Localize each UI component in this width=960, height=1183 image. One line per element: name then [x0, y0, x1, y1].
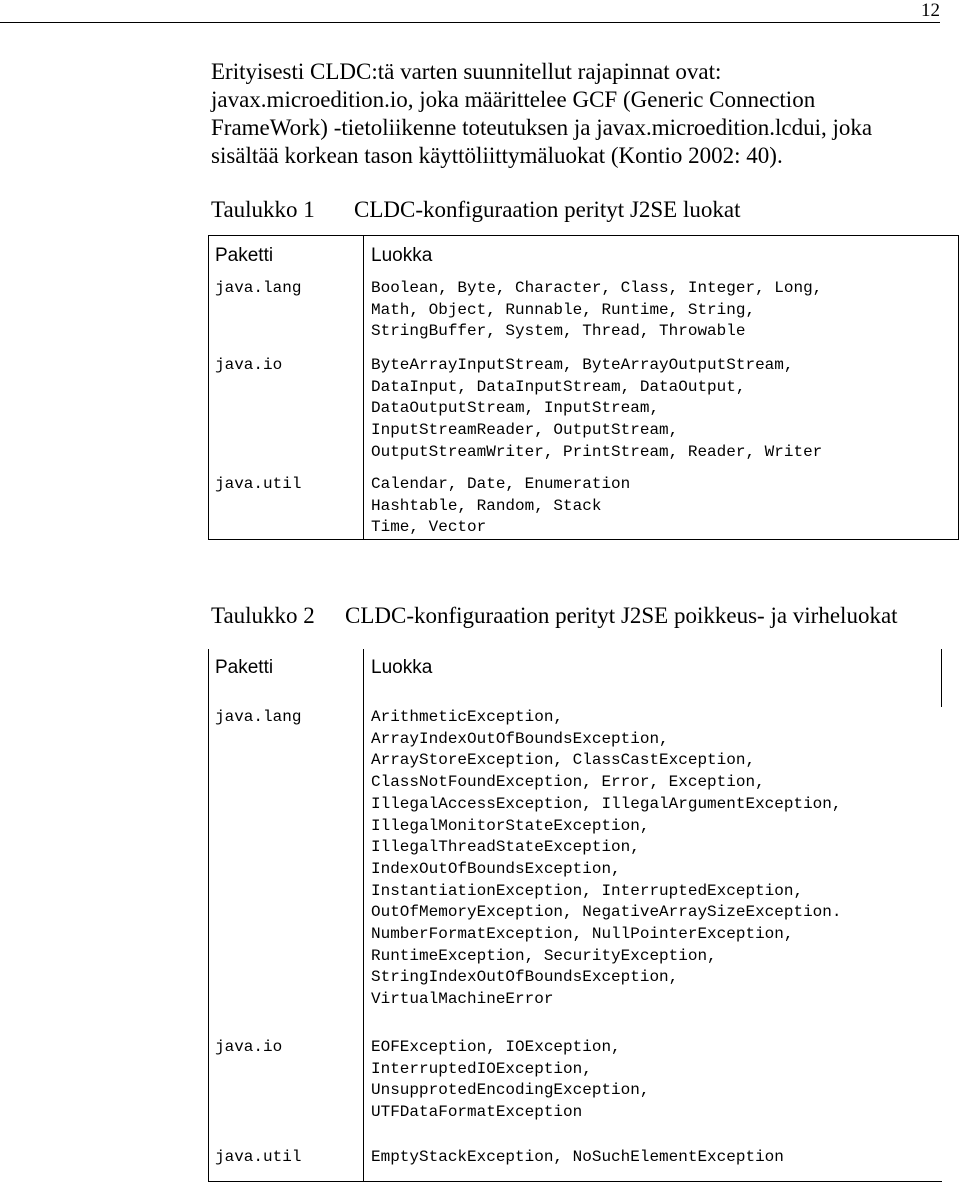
table-2-caption-number: Taulukko 2 — [211, 603, 315, 628]
class-line: ClassNotFoundException, Error, Exception, — [371, 773, 765, 792]
table-1-caption-title: CLDC-konfiguraation perityt J2SE luokat — [354, 197, 741, 222]
header-package: Paketti — [215, 245, 274, 266]
class-line: IllegalMonitorStateException, — [371, 816, 650, 835]
package-cell: java.util — [215, 1148, 302, 1166]
class-list-cell — [364, 278, 959, 355]
table-row — [209, 355, 959, 474]
class-list-cell — [364, 1147, 942, 1182]
class-list-cell — [364, 355, 959, 474]
class-line: EOFException, IOException, — [371, 1038, 621, 1056]
class-line: Calendar, Date, Enumeration — [371, 475, 631, 493]
intro-line: FrameWork) -tietoliikenne toteutuksen ja javax.microedition.lcdui, joka — [211, 115, 873, 140]
class-line: Boolean, Byte, Character, Class, Integer, Long, — [371, 279, 823, 297]
class-line: InstantiationException, InterruptedException, — [371, 881, 804, 900]
class-line: UTFDataFormatException — [371, 1103, 583, 1122]
package-cell: java.io — [215, 1038, 283, 1056]
class-list-cell — [364, 474, 959, 540]
table-row — [209, 1037, 942, 1147]
class-line: DataInput, DataInputStream, DataOutput, — [371, 377, 746, 396]
table-2-caption-title: CLDC-konfiguraation perityt J2SE poikkeus- ja virheluokat — [345, 603, 898, 628]
package-cell: java.lang — [215, 708, 302, 726]
class-line: Math, Object, Runnable, Runtime, String, — [371, 300, 756, 319]
header-package: Paketti — [215, 657, 274, 678]
table-1 — [208, 235, 959, 540]
class-line: StringIndexOutOfBoundsException, — [371, 968, 679, 987]
intro-paragraph — [211, 58, 872, 170]
class-line: IllegalThreadStateException, — [371, 838, 640, 857]
class-line: UnsupprotedEncodingException, — [371, 1081, 650, 1100]
header-classes: Luokka — [364, 649, 942, 707]
table-1-caption-number: Taulukko 1 — [211, 197, 315, 222]
table-row — [209, 1147, 942, 1182]
class-line: DataOutputStream, InputStream, — [371, 399, 660, 418]
table-2 — [208, 649, 942, 1182]
class-line: OutOfMemoryException, NegativeArraySizeException. — [371, 903, 842, 922]
header-classes: Luokka — [364, 236, 959, 279]
header-rule — [0, 22, 940, 23]
package-cell: java.util — [215, 475, 302, 493]
table-header-row — [209, 236, 959, 279]
intro-line: Erityisesti CLDC:tä varten suunnitellut rajapinnat ovat: — [211, 59, 722, 84]
package-cell: java.io — [215, 356, 283, 374]
class-line: ArrayStoreException, ClassCastException, — [371, 751, 756, 770]
class-line: RuntimeException, SecurityException, — [371, 946, 717, 965]
table-header-row — [209, 649, 942, 707]
class-line: InterruptedIOException, — [371, 1059, 592, 1078]
class-list-cell — [364, 707, 942, 1037]
class-line: NumberFormatException, NullPointerException, — [371, 925, 794, 944]
class-line: ArrayIndexOutOfBoundsException, — [371, 729, 669, 748]
intro-line: javax.microedition.io, joka määrittelee GCF (Generic Connection — [211, 87, 816, 112]
intro-line: sisältää korkean tason käyttöliittymäluokat (Kontio 2002: 40). — [211, 143, 783, 168]
table-row — [209, 278, 959, 355]
class-line: EmptyStackException, NoSuchElementException — [371, 1148, 784, 1166]
class-line: Hashtable, Random, Stack — [371, 496, 602, 515]
table-row — [209, 707, 942, 1037]
page-number: 12 — [921, 0, 940, 21]
table-row — [209, 474, 959, 540]
class-line: Time, Vector — [371, 518, 487, 537]
class-list-cell — [364, 1037, 942, 1147]
class-line: IllegalAccessException, IllegalArgumentException, — [371, 794, 842, 813]
class-line: ByteArrayInputStream, ByteArrayOutputStream, — [371, 356, 794, 374]
class-line: ArithmeticException, — [371, 708, 564, 726]
class-line: OutputStreamWriter, PrintStream, Reader, Writer — [371, 442, 823, 461]
class-line: IndexOutOfBoundsException, — [371, 859, 621, 878]
class-line: StringBuffer, System, Thread, Throwable — [371, 322, 746, 341]
class-line: InputStreamReader, OutputStream, — [371, 421, 679, 440]
class-line: VirtualMachineError — [371, 990, 554, 1009]
package-cell: java.lang — [215, 279, 302, 297]
